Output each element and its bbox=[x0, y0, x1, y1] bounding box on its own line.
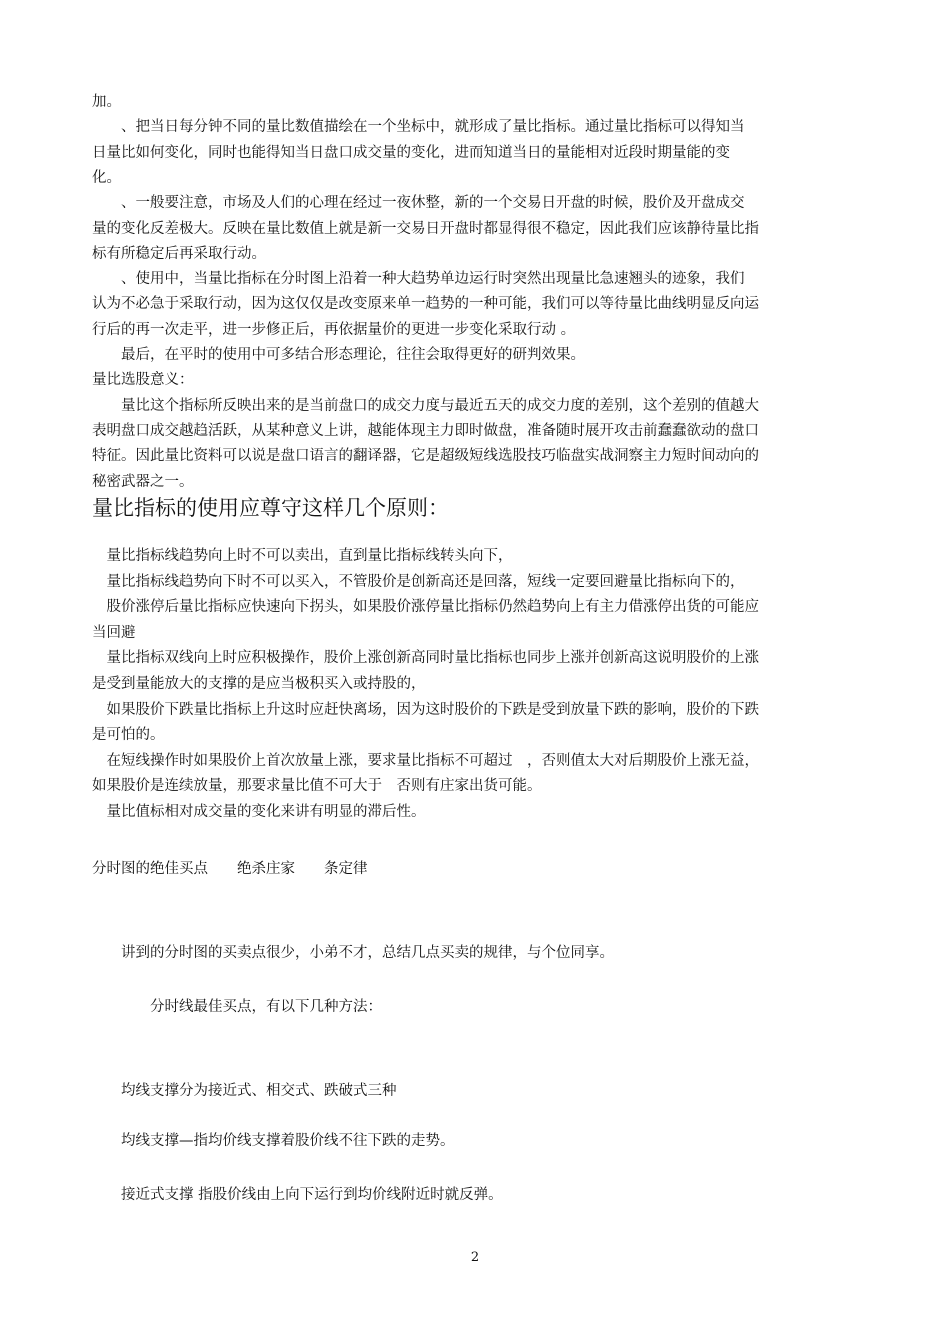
paragraph-b-line: 量比值标相对成交量的变化来讲有明显的滞后性。 bbox=[92, 804, 426, 820]
paragraph-c-line: 接近式支撑 指股价线由上向下运行到均价线附近时就反弹。 bbox=[92, 1187, 503, 1203]
paragraph-c-line: 分时线最佳买点，有以下几种方法： bbox=[92, 999, 382, 1015]
paragraph-b-line: 量比指标线趋势向上时不可以卖出，直到量比指标线转头向下， bbox=[92, 548, 513, 564]
paragraph-a-line: 量比这个指标所反映出来的是当前盘口的成交力度与最近五天的成交力度的差别，这个差别的值越大 bbox=[92, 397, 759, 414]
paragraph-b-line: 当回避 bbox=[92, 624, 136, 641]
paragraph-c-line: 均线支撑—指均价线支撑着股价线不往下跌的走势。 bbox=[92, 1133, 455, 1149]
paragraph-a-line: 、把当日每分钟不同的量比数值描绘在一个坐标中，就形成了量比指标。通过量比指标可以得知当 bbox=[92, 119, 745, 136]
paragraph-a-line: 行后的再一次走平，进一步修正后，再依据量价的更进一步变化采取行动 。 bbox=[92, 321, 576, 338]
paragraph-b-line: 如果股价下跌量比指标上升这时应赶快离场，因为这时股价的下跌是受到放量下跌的影响，股价的下跌 bbox=[92, 701, 759, 718]
paragraph-a-line: 、一般要注意，市场及人们的心理在经过一夜休整，新的一个交易日开盘的时候，股价及开盘成交 bbox=[92, 195, 745, 212]
paragraph-b-line: 如果股价是连续放量，那要求量比值不可大于 否则有庄家出货可能。 bbox=[92, 778, 542, 795]
paragraph-a-line: 加。 bbox=[92, 94, 121, 110]
page-number: 2 bbox=[470, 1250, 480, 1265]
paragraph-b-line: 量比指标线趋势向下时不可以买入，不管股价是创新高还是回落，短线一定要回避量比指标向下的， bbox=[92, 573, 745, 590]
paragraph-a-line: 秘密武器之一。 bbox=[92, 473, 194, 490]
paragraph-a-line: 、使用中，当量比指标在分时图上沿着一种大趋势单边运行时突然出现量比急速翘头的迹象，我们 bbox=[92, 271, 745, 288]
paragraph-a-line: 最后，在平时的使用中可多结合形态理论，往往会取得更好的研判效果。 bbox=[92, 347, 585, 363]
section-title: 分时图的绝佳买点 绝杀庄家 条定律 bbox=[92, 861, 368, 877]
paragraph-b-line: 量比指标双线向上时应积极操作，股价上涨创新高同时量比指标也同步上涨并创新高这说明股价的上涨 bbox=[92, 650, 759, 667]
paragraph-c-line: 讲到的分时图的买卖点很少，小弟不才，总结几点买卖的规律，与个位同享。 bbox=[92, 945, 614, 961]
paragraph-b-line: 是可怕的。 bbox=[92, 727, 165, 744]
paragraph-c-line: 均线支撑分为接近式、相交式、跌破式三种 bbox=[92, 1083, 397, 1099]
paragraph-b-line: 股价涨停后量比指标应快速向下拐头，如果股价涨停量比指标仍然趋势向上有主力借涨停出货的可能应 bbox=[92, 599, 759, 616]
paragraph-a-line: 认为不必急于采取行动，因为这仅仅是改变原来单一趋势的一种可能，我们可以等待量比曲线明显反向运 bbox=[92, 296, 759, 313]
paragraph-b-line: 在短线操作时如果股价上首次放量上涨，要求量比指标不可超过 ，否则值太大对后期股价上涨无益， bbox=[92, 752, 759, 769]
paragraph-a-line: 量比选股意义： bbox=[92, 372, 194, 389]
paragraph-a-line: 化。 bbox=[92, 169, 121, 186]
paragraph-a-line: 日量比如何变化，同时也能得知当日盘口成交量的变化，进而知道当日的量能相对近段时期量能的变 bbox=[92, 144, 730, 161]
paragraph-a-line: 特征。因此量比资料可以说是盘口语言的翻译器，它是超级短线选股技巧临盘实战洞察主力短时间动向的 bbox=[92, 448, 759, 465]
paragraph-a-line: 标有所稳定后再采取行动。 bbox=[92, 245, 266, 262]
principles-heading: 量比指标的使用应尊守这样几个原则： bbox=[92, 496, 449, 520]
paragraph-b-line: 是受到量能放大的支撑的是应当极积买入或持股的， bbox=[92, 676, 426, 692]
paragraph-a-line: 量的变化反差极大。反映在量比数值上就是新一交易日开盘时都显得很不稳定，因此我们应该静待量比指 bbox=[92, 220, 759, 237]
paragraph-a-line: 表明盘口成交越趋活跃，从某种意义上讲，越能体现主力即时做盘，准备随时展开攻击前蠢蠢欲动的盘口 bbox=[92, 422, 759, 439]
